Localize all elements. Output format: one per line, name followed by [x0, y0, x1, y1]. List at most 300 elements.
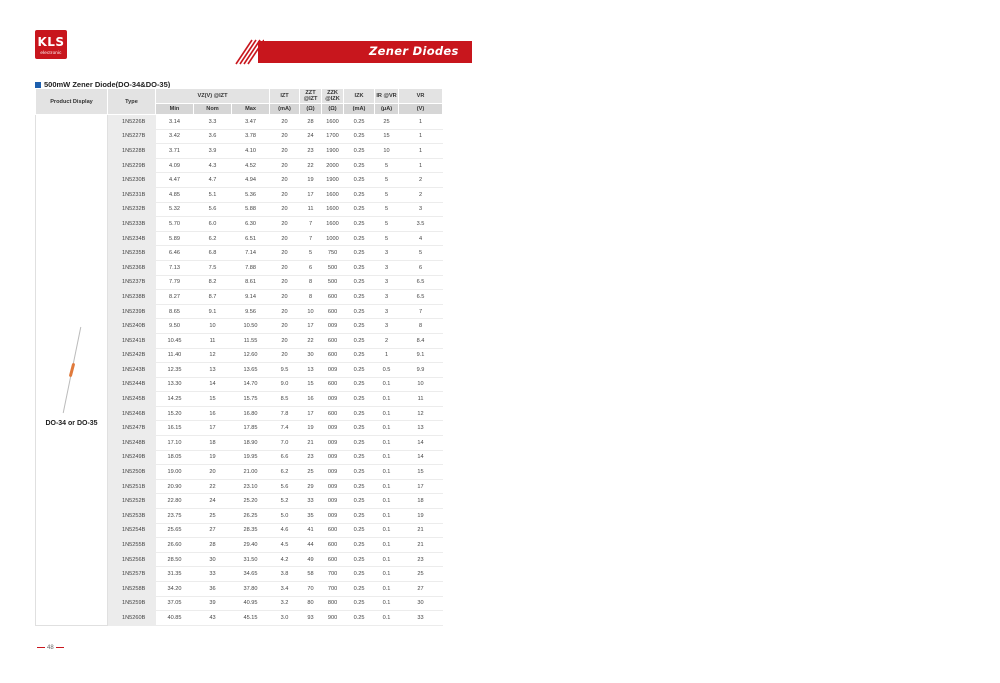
value-cell: 26.25 [232, 509, 270, 524]
value-cell: 17 [300, 406, 322, 421]
value-cell: 3.78 [232, 129, 270, 144]
table-row [36, 115, 443, 130]
value-cell: 4.85 [156, 187, 194, 202]
value-cell: 70 [300, 582, 322, 597]
value-cell: 0.1 [375, 567, 399, 582]
value-cell: 9.9 [399, 363, 443, 378]
value-cell: 5 [375, 217, 399, 232]
value-cell: 15 [375, 129, 399, 144]
value-cell: 0.25 [344, 377, 375, 392]
value-cell: 21 [300, 436, 322, 451]
value-cell: 0.5 [375, 363, 399, 378]
value-cell: 20 [270, 129, 300, 144]
value-cell: 26.60 [156, 538, 194, 553]
value-cell: 8.7 [194, 290, 232, 305]
value-cell: 7 [300, 217, 322, 232]
value-cell: 0.25 [344, 479, 375, 494]
type-cell: 1N5244B [108, 377, 156, 392]
value-cell: 3 [375, 246, 399, 261]
type-cell: 1N5254B [108, 523, 156, 538]
value-cell: 600 [322, 348, 344, 363]
value-cell: 17 [300, 187, 322, 202]
value-cell: 17.10 [156, 436, 194, 451]
value-cell: 1000 [322, 231, 344, 246]
value-cell: 10 [399, 377, 443, 392]
value-cell: 1 [399, 115, 443, 130]
value-cell: 1900 [322, 144, 344, 159]
value-cell: 23 [399, 552, 443, 567]
value-cell: 28.35 [232, 523, 270, 538]
value-cell: 29.40 [232, 538, 270, 553]
value-cell: 6.2 [270, 465, 300, 480]
header-unit-v: (V) [399, 104, 443, 115]
value-cell: 13.65 [232, 363, 270, 378]
value-cell: 5.89 [156, 231, 194, 246]
value-cell: 24 [194, 494, 232, 509]
value-cell: 9.5 [270, 363, 300, 378]
value-cell: 0.1 [375, 377, 399, 392]
value-cell: 0.25 [344, 450, 375, 465]
value-cell: 8 [399, 319, 443, 334]
header-vr: VR [399, 89, 443, 104]
type-cell: 1N5235B [108, 246, 156, 261]
zener-spec-table-left [35, 88, 443, 626]
type-cell: 1N5246B [108, 406, 156, 421]
type-cell: 1N5248B [108, 436, 156, 451]
value-cell: 0.1 [375, 479, 399, 494]
value-cell: 12.35 [156, 363, 194, 378]
value-cell: 6.46 [156, 246, 194, 261]
value-cell: 009 [322, 509, 344, 524]
value-cell: 5.2 [270, 494, 300, 509]
value-cell: 58 [300, 567, 322, 582]
value-cell: 21 [399, 523, 443, 538]
value-cell: 009 [322, 479, 344, 494]
logo-mark: KLS [37, 35, 65, 49]
value-cell: 5.32 [156, 202, 194, 217]
value-cell: 7.14 [232, 246, 270, 261]
type-cell: 1N5236B [108, 260, 156, 275]
value-cell: 900 [322, 611, 344, 626]
header-ir: IR @VR [375, 89, 399, 104]
value-cell: 6 [300, 260, 322, 275]
value-cell: 19 [399, 509, 443, 524]
value-cell: 5 [300, 246, 322, 261]
value-cell: 20 [270, 333, 300, 348]
value-cell: 8.61 [232, 275, 270, 290]
value-cell: 6.6 [270, 450, 300, 465]
value-cell: 20 [194, 465, 232, 480]
value-cell: 19 [194, 450, 232, 465]
value-cell: 6.5 [399, 290, 443, 305]
value-cell: 25 [375, 115, 399, 130]
value-cell: 49 [300, 552, 322, 567]
value-cell: 3 [375, 319, 399, 334]
value-cell: 0.25 [344, 115, 375, 130]
value-cell: 0.25 [344, 348, 375, 363]
type-cell: 1N5255B [108, 538, 156, 553]
value-cell: 12 [399, 406, 443, 421]
kls-logo [35, 30, 67, 59]
type-cell: 1N5230B [108, 173, 156, 188]
value-cell: 11 [300, 202, 322, 217]
value-cell: 39 [194, 596, 232, 611]
value-cell: 0.1 [375, 392, 399, 407]
type-cell: 1N5250B [108, 465, 156, 480]
value-cell: 14 [399, 436, 443, 451]
value-cell: 16 [194, 406, 232, 421]
value-cell: 11 [194, 333, 232, 348]
type-cell: 1N5249B [108, 450, 156, 465]
value-cell: 14.25 [156, 392, 194, 407]
value-cell: 13 [399, 421, 443, 436]
value-cell: 800 [322, 596, 344, 611]
value-cell: 17 [300, 319, 322, 334]
value-cell: 3.3 [194, 115, 232, 130]
value-cell: 15.75 [232, 392, 270, 407]
value-cell: 4.6 [270, 523, 300, 538]
value-cell: 16.15 [156, 421, 194, 436]
value-cell: 3.6 [194, 129, 232, 144]
value-cell: 9.0 [270, 377, 300, 392]
value-cell: 5.6 [194, 202, 232, 217]
package-label: DO-34 or DO-35 [45, 420, 98, 427]
value-cell: 30 [300, 348, 322, 363]
type-cell: 1N5243B [108, 363, 156, 378]
value-cell: 16 [300, 392, 322, 407]
right-page [500, 0, 1000, 683]
type-cell: 1N5229B [108, 158, 156, 173]
value-cell: 30 [194, 552, 232, 567]
value-cell: 5 [375, 202, 399, 217]
value-cell: 3 [375, 290, 399, 305]
type-cell: 1N5238B [108, 290, 156, 305]
header-unit-ma: (mA) [344, 104, 375, 115]
value-cell: 18.90 [232, 436, 270, 451]
value-cell: 3.9 [194, 144, 232, 159]
type-cell: 1N5240B [108, 319, 156, 334]
section-square-icon [35, 82, 41, 88]
value-cell: 12 [194, 348, 232, 363]
type-cell: 1N5237B [108, 275, 156, 290]
value-cell: 20 [270, 187, 300, 202]
type-cell: 1N5251B [108, 479, 156, 494]
value-cell: 5 [375, 158, 399, 173]
value-cell: 500 [322, 260, 344, 275]
value-cell: 600 [322, 552, 344, 567]
value-cell: 30 [399, 596, 443, 611]
value-cell: 29 [300, 479, 322, 494]
value-cell: 20 [270, 202, 300, 217]
value-cell: 0.1 [375, 436, 399, 451]
value-cell: 0.1 [375, 406, 399, 421]
value-cell: 700 [322, 582, 344, 597]
value-cell: 3.71 [156, 144, 194, 159]
header-zzt: ZZT @IZT [300, 89, 322, 104]
value-cell: 3 [375, 260, 399, 275]
value-cell: 3.8 [270, 567, 300, 582]
value-cell: 009 [322, 363, 344, 378]
value-cell: 10 [300, 304, 322, 319]
value-cell: 22 [300, 158, 322, 173]
value-cell: 34.20 [156, 582, 194, 597]
value-cell: 20 [270, 231, 300, 246]
value-cell: 3.42 [156, 129, 194, 144]
value-cell: 1 [399, 158, 443, 173]
value-cell: 6.0 [194, 217, 232, 232]
type-cell: 1N5258B [108, 582, 156, 597]
value-cell: 0.25 [344, 129, 375, 144]
type-cell: 1N5247B [108, 421, 156, 436]
value-cell: 750 [322, 246, 344, 261]
value-cell: 5 [375, 173, 399, 188]
value-cell: 7.0 [270, 436, 300, 451]
value-cell: 1700 [322, 129, 344, 144]
type-cell: 1N5234B [108, 231, 156, 246]
value-cell: 5.6 [270, 479, 300, 494]
value-cell: 28 [300, 115, 322, 130]
value-cell: 5.88 [232, 202, 270, 217]
value-cell: 7.79 [156, 275, 194, 290]
value-cell: 12.60 [232, 348, 270, 363]
type-cell: 1N5239B [108, 304, 156, 319]
value-cell: 0.25 [344, 523, 375, 538]
value-cell: 0.25 [344, 582, 375, 597]
value-cell: 6.30 [232, 217, 270, 232]
value-cell: 0.1 [375, 509, 399, 524]
value-cell: 21 [399, 538, 443, 553]
value-cell: 3.14 [156, 115, 194, 130]
value-cell: 3 [375, 304, 399, 319]
value-cell: 2 [399, 187, 443, 202]
value-cell: 600 [322, 406, 344, 421]
value-cell: 600 [322, 333, 344, 348]
value-cell: 0.25 [344, 392, 375, 407]
type-cell: 1N5242B [108, 348, 156, 363]
value-cell: 10 [194, 319, 232, 334]
value-cell: 37.05 [156, 596, 194, 611]
value-cell: 20.90 [156, 479, 194, 494]
header-unit-ua: (μA) [375, 104, 399, 115]
value-cell: 009 [322, 450, 344, 465]
type-cell: 1N5228B [108, 144, 156, 159]
logo-sub: electronic [40, 50, 62, 55]
value-cell: 0.1 [375, 596, 399, 611]
type-cell: 1N5260B [108, 611, 156, 626]
value-cell: 8.5 [270, 392, 300, 407]
type-cell: 1N5241B [108, 333, 156, 348]
value-cell: 18.05 [156, 450, 194, 465]
value-cell: 6.5 [399, 275, 443, 290]
value-cell: 4.52 [232, 158, 270, 173]
type-cell: 1N5231B [108, 187, 156, 202]
value-cell: 9.56 [232, 304, 270, 319]
value-cell: 10.50 [232, 319, 270, 334]
value-cell: 35 [300, 509, 322, 524]
value-cell: 23.75 [156, 509, 194, 524]
value-cell: 17 [194, 421, 232, 436]
value-cell: 0.25 [344, 494, 375, 509]
value-cell: 1 [399, 129, 443, 144]
value-cell: 7 [300, 231, 322, 246]
value-cell: 3.2 [270, 596, 300, 611]
value-cell: 4.10 [232, 144, 270, 159]
value-cell: 4.94 [232, 173, 270, 188]
value-cell: 1600 [322, 217, 344, 232]
header-min: Min [156, 104, 194, 115]
value-cell: 15 [300, 377, 322, 392]
value-cell: 40.85 [156, 611, 194, 626]
value-cell: 1600 [322, 187, 344, 202]
value-cell: 0.1 [375, 582, 399, 597]
value-cell: 7.88 [232, 260, 270, 275]
value-cell: 11.40 [156, 348, 194, 363]
value-cell: 0.25 [344, 333, 375, 348]
value-cell: 23 [300, 450, 322, 465]
value-cell: 7 [399, 304, 443, 319]
value-cell: 5.0 [270, 509, 300, 524]
value-cell: 9.1 [399, 348, 443, 363]
value-cell: 5.1 [194, 187, 232, 202]
value-cell: 20 [270, 173, 300, 188]
value-cell: 19 [300, 421, 322, 436]
value-cell: 20 [270, 260, 300, 275]
value-cell: 15 [399, 465, 443, 480]
value-cell: 0.25 [344, 538, 375, 553]
value-cell: 9.14 [232, 290, 270, 305]
value-cell: 7.4 [270, 421, 300, 436]
header-unit-ma: (mA) [270, 104, 300, 115]
value-cell: 4.7 [194, 173, 232, 188]
header-product-display: Product Display [36, 89, 108, 115]
value-cell: 500 [322, 275, 344, 290]
value-cell: 20 [270, 246, 300, 261]
value-cell: 40.95 [232, 596, 270, 611]
value-cell: 600 [322, 290, 344, 305]
value-cell: 27 [399, 582, 443, 597]
value-cell: 20 [270, 348, 300, 363]
value-cell: 5.70 [156, 217, 194, 232]
value-cell: 6.8 [194, 246, 232, 261]
type-cell: 1N5259B [108, 596, 156, 611]
value-cell: 3.0 [270, 611, 300, 626]
value-cell: 20 [270, 217, 300, 232]
value-cell: 21.00 [232, 465, 270, 480]
value-cell: 1600 [322, 202, 344, 217]
value-cell: 0.1 [375, 552, 399, 567]
value-cell: 0.25 [344, 275, 375, 290]
value-cell: 0.1 [375, 421, 399, 436]
value-cell: 10.45 [156, 333, 194, 348]
value-cell: 700 [322, 567, 344, 582]
product-display-cell [36, 115, 108, 626]
value-cell: 11 [399, 392, 443, 407]
value-cell: 0.25 [344, 231, 375, 246]
value-cell: 2 [375, 333, 399, 348]
value-cell: 0.25 [344, 246, 375, 261]
value-cell: 33 [300, 494, 322, 509]
value-cell: 0.25 [344, 436, 375, 451]
value-cell: 19.95 [232, 450, 270, 465]
value-cell: 0.25 [344, 158, 375, 173]
value-cell: 25.20 [232, 494, 270, 509]
value-cell: 3.5 [399, 217, 443, 232]
value-cell: 5.36 [232, 187, 270, 202]
value-cell: 0.25 [344, 552, 375, 567]
value-cell: 19 [300, 173, 322, 188]
value-cell: 13.30 [156, 377, 194, 392]
header-nom: Nom [194, 104, 232, 115]
value-cell: 0.25 [344, 567, 375, 582]
value-cell: 25 [399, 567, 443, 582]
value-cell: 8.27 [156, 290, 194, 305]
value-cell: 0.1 [375, 538, 399, 553]
value-cell: 20 [270, 115, 300, 130]
value-cell: 8.4 [399, 333, 443, 348]
value-cell: 3.47 [232, 115, 270, 130]
value-cell: 0.25 [344, 611, 375, 626]
value-cell: 13 [194, 363, 232, 378]
value-cell: 5 [375, 187, 399, 202]
header-type: Type [108, 89, 156, 115]
value-cell: 22 [194, 479, 232, 494]
value-cell: 6.51 [232, 231, 270, 246]
value-cell: 15.20 [156, 406, 194, 421]
value-cell: 80 [300, 596, 322, 611]
value-cell: 1 [375, 348, 399, 363]
value-cell: 3 [399, 202, 443, 217]
header-unit-ohm: (Ω) [322, 104, 344, 115]
value-cell: 23.10 [232, 479, 270, 494]
value-cell: 0.1 [375, 611, 399, 626]
value-cell: 33 [194, 567, 232, 582]
value-cell: 16.80 [232, 406, 270, 421]
value-cell: 44 [300, 538, 322, 553]
value-cell: 0.25 [344, 319, 375, 334]
value-cell: 9.1 [194, 304, 232, 319]
value-cell: 27 [194, 523, 232, 538]
value-cell: 4.3 [194, 158, 232, 173]
value-cell: 0.25 [344, 202, 375, 217]
value-cell: 009 [322, 392, 344, 407]
value-cell: 4.5 [270, 538, 300, 553]
value-cell: 8.2 [194, 275, 232, 290]
value-cell: 4.2 [270, 552, 300, 567]
value-cell: 0.25 [344, 596, 375, 611]
value-cell: 5 [399, 246, 443, 261]
value-cell: 28.50 [156, 552, 194, 567]
value-cell: 11.55 [232, 333, 270, 348]
value-cell: 0.25 [344, 406, 375, 421]
value-cell: 009 [322, 494, 344, 509]
value-cell: 37.80 [232, 582, 270, 597]
value-cell: 4.09 [156, 158, 194, 173]
value-cell: 3.4 [270, 582, 300, 597]
type-cell: 1N5245B [108, 392, 156, 407]
value-cell: 0.25 [344, 290, 375, 305]
value-cell: 0.25 [344, 260, 375, 275]
value-cell: 7.8 [270, 406, 300, 421]
value-cell: 25 [300, 465, 322, 480]
value-cell: 6.2 [194, 231, 232, 246]
value-cell: 009 [322, 319, 344, 334]
value-cell: 600 [322, 523, 344, 538]
value-cell: 31.35 [156, 567, 194, 582]
value-cell: 19.00 [156, 465, 194, 480]
page-title: Zener Diodes [369, 44, 459, 58]
value-cell: 0.25 [344, 144, 375, 159]
section-heading-text: 500mW Zener Diode(DO-34&DO-35) [44, 80, 171, 89]
